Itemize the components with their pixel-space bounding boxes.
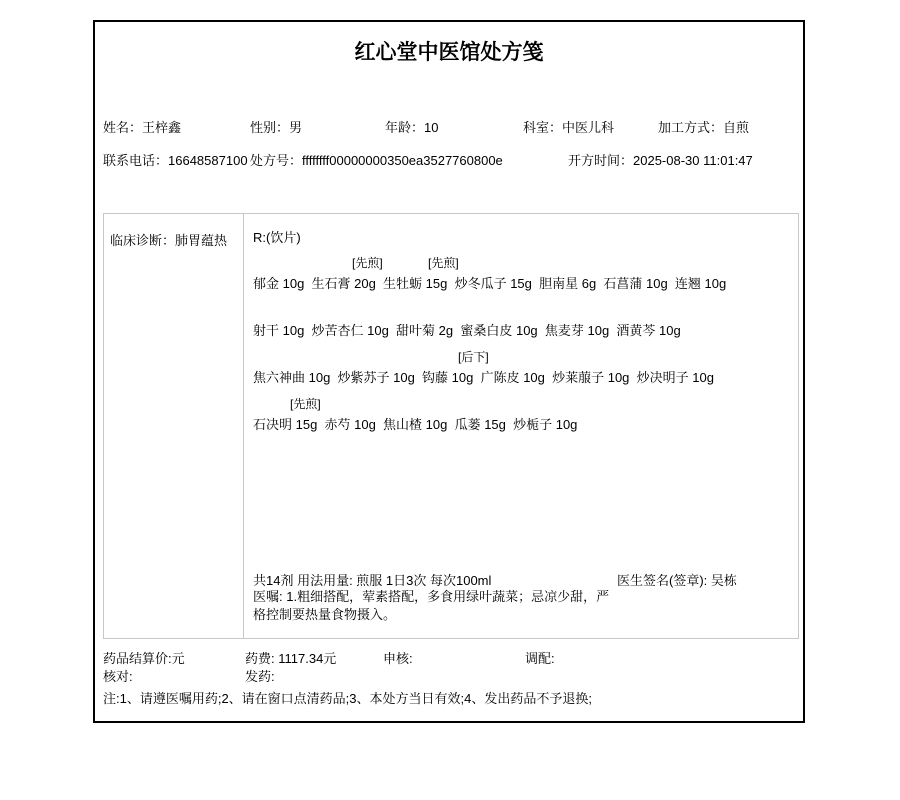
phone-field [103, 150, 248, 169]
decoction-note: [后下] [458, 350, 489, 364]
herb-line: 郁金 10g 生石膏 20g 生牡蛎 15g 炒冬瓜子 15g 胆南星 6g 石菖蒲 10g 连翘 10g [253, 275, 727, 291]
settlement-price-label: 药品结算价: [103, 651, 172, 666]
clinical-diagnosis [110, 230, 227, 249]
department-field [523, 117, 614, 136]
decoction-label-row [253, 296, 798, 320]
processing-method-value: 自煎 [723, 120, 750, 135]
doctor-signature-value: 吴栋 [710, 573, 737, 588]
patient-name-field [103, 117, 181, 136]
dispense-label: 发药: [245, 669, 275, 684]
herb-line: 石决明 15g 赤芍 10g 焦山楂 10g 瓜蒌 15g 炒栀子 10g [253, 416, 578, 432]
clinical-diagnosis-value: 肺胃蕴热 [175, 233, 228, 248]
patient-name-label: 姓名： [103, 120, 143, 135]
settlement-price-value: 元 [171, 651, 185, 666]
medicine-fee-label: 药费: [245, 651, 279, 666]
prescription-time-field [568, 150, 753, 169]
page-title: 红心堂中医馆处方笺 [354, 41, 544, 64]
check-label: 核对: [103, 669, 133, 684]
gender-label: 性别： [250, 120, 290, 135]
rx-type-header: R:(饮片) [253, 230, 301, 245]
herb-group [253, 249, 798, 296]
prescription-time-label: 开方时间： [568, 153, 634, 168]
phone-value: 16648587100 [168, 153, 248, 168]
department-value: 中医儿科 [562, 120, 615, 135]
prescription-number-value: ffffffff00000000350ea3527760800e [302, 153, 503, 168]
medicine-fee-field [245, 648, 336, 667]
allocate-field [525, 648, 555, 667]
prescription-box [103, 213, 799, 639]
decoction-note: [先煎] [290, 397, 321, 411]
doctor-signature-label: 医生签名(签章): [617, 573, 711, 588]
herb-line: 焦六神曲 10g 炒紫苏子 10g 钩藤 10g 广陈皮 10g 炒莱菔子 10g 炒决明子 10g [253, 369, 714, 385]
prescription-number-label: 处方号： [250, 153, 303, 168]
prescription-number-field [250, 150, 503, 169]
herb-line: 射干 10g 炒苦杏仁 10g 甜叶菊 2g 蜜桑白皮 10g 焦麦芽 10g 酒黄芩 10g [253, 322, 681, 338]
settlement-price-field [103, 648, 185, 667]
processing-method-label: 加工方式： [658, 120, 724, 135]
review-field [383, 648, 413, 667]
gender-value: 男 [289, 120, 303, 135]
decoction-label-row [253, 390, 798, 414]
prescription-time-value: 2025-08-30 11:01:47 [633, 153, 753, 168]
clinical-diagnosis-label: 临床诊断： [110, 233, 176, 248]
allocate-label: 调配: [525, 651, 555, 666]
herb-group [253, 296, 798, 343]
age-value: 10 [424, 120, 439, 135]
age-label: 年龄： [385, 120, 425, 135]
doctor-signature [617, 570, 737, 589]
department-label: 科室： [523, 120, 563, 135]
dosage-usage: 共14剂 用法用量: 煎服 1日3次 每次100ml [253, 573, 492, 588]
check-field [103, 666, 133, 685]
prescription-page [93, 20, 805, 723]
phone-label: 联系电话： [103, 153, 169, 168]
decoction-label-row [253, 249, 798, 273]
decoction-note: [先煎] [428, 256, 459, 270]
herb-group [253, 343, 798, 390]
decoction-note: [先煎] [352, 256, 383, 270]
processing-method-field [658, 117, 749, 136]
medical-advice: 医嘱: 1.粗细搭配，荤素搭配，多食用绿叶蔬菜；忌凉少甜，严格控制要热量食物摄入。 [253, 589, 610, 622]
footer-note: 注:1、请遵医嘱用药;2、请在窗口点清药品;3、本处方当日有效;4、发出药品不予退换; [103, 691, 592, 706]
decoction-label-row [253, 343, 798, 367]
review-label: 申核: [383, 651, 413, 666]
dispense-field [245, 666, 275, 685]
gender-field [250, 117, 302, 136]
patient-name-value: 王梓鑫 [142, 120, 182, 135]
medicine-fee-value: 1117.34元 [278, 651, 337, 666]
age-field [385, 117, 438, 136]
herb-group [253, 390, 798, 437]
